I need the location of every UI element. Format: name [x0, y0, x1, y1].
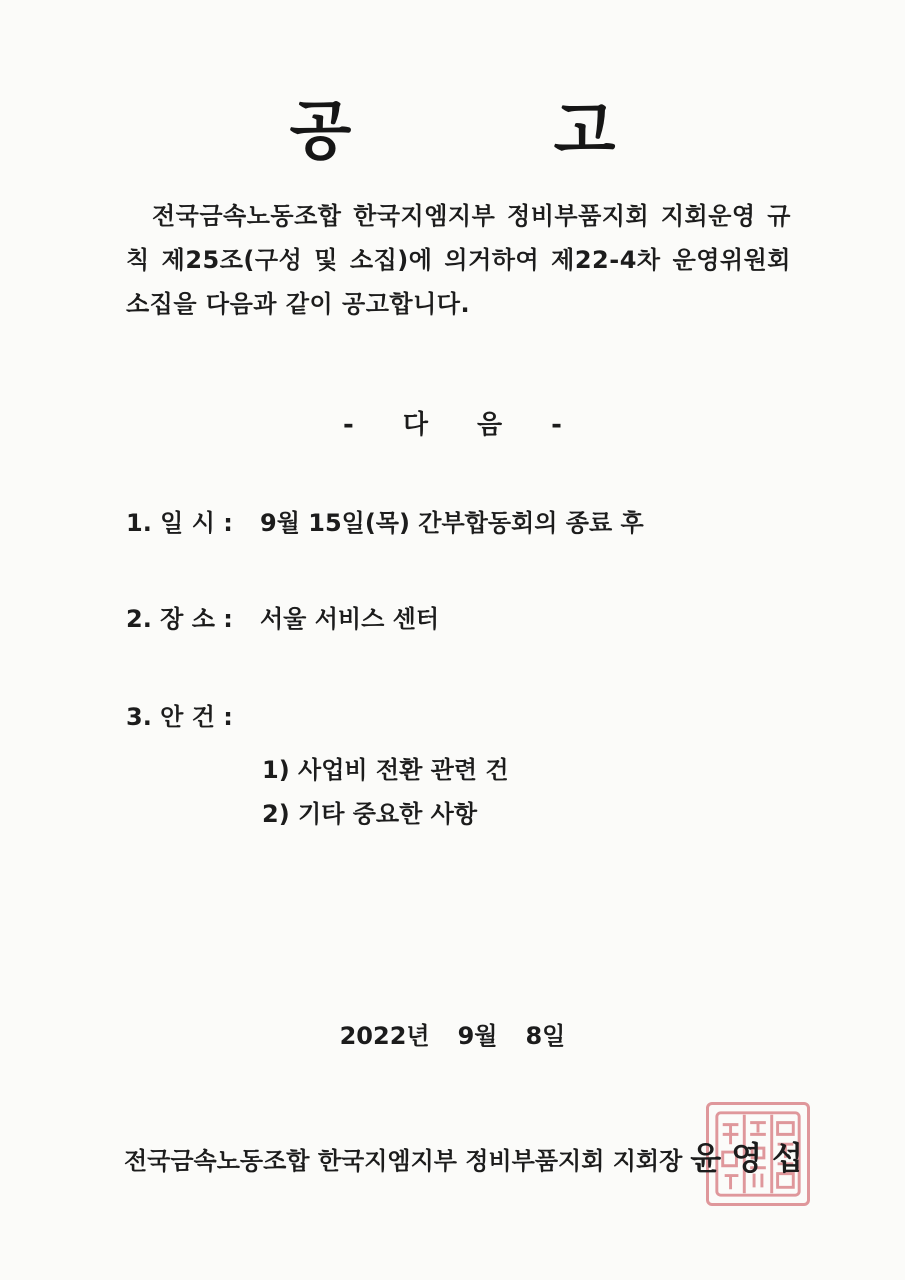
- signer-organization: 전국금속노동조합 한국지엠지부 정비부품지회 지회장: [124, 1147, 683, 1175]
- section-divider: - 다 음 -: [343, 410, 562, 440]
- date-month: 9월: [457, 1022, 498, 1050]
- document-title: 공 고: [289, 95, 706, 169]
- item-value: 서울 서비스 센터: [260, 605, 439, 633]
- intro-paragraph: 전국금속노동조합 한국지엠지부 정비부품지회 지회운영 규칙 제25조(구성 및 소집)에 의거하여 제22-4차 운영위원회 소집을 다음과 같이 공고합니다.: [126, 202, 791, 318]
- item-agenda: [126, 697, 260, 737]
- date-day: 8일: [525, 1022, 566, 1050]
- item-label: 3. 안 건 :: [126, 703, 233, 731]
- item-label: 1. 일 시 :: [126, 509, 233, 537]
- agenda-item: 1) 사업비 전환 관련 건: [262, 756, 509, 784]
- item-place: [126, 599, 439, 639]
- signer-name: 윤영섭: [690, 1139, 814, 1177]
- item-value: 9월 15일(목) 간부합동회의 종료 후: [260, 509, 644, 537]
- agenda-item: 2) 기타 중요한 사항: [262, 800, 478, 828]
- item-label: 2. 장 소 :: [126, 605, 233, 633]
- notice-date: [0, 1018, 905, 1054]
- signature-line: [124, 1138, 813, 1181]
- agenda-list: [262, 748, 509, 836]
- date-year: 2022년: [339, 1022, 430, 1050]
- item-datetime: [126, 503, 644, 543]
